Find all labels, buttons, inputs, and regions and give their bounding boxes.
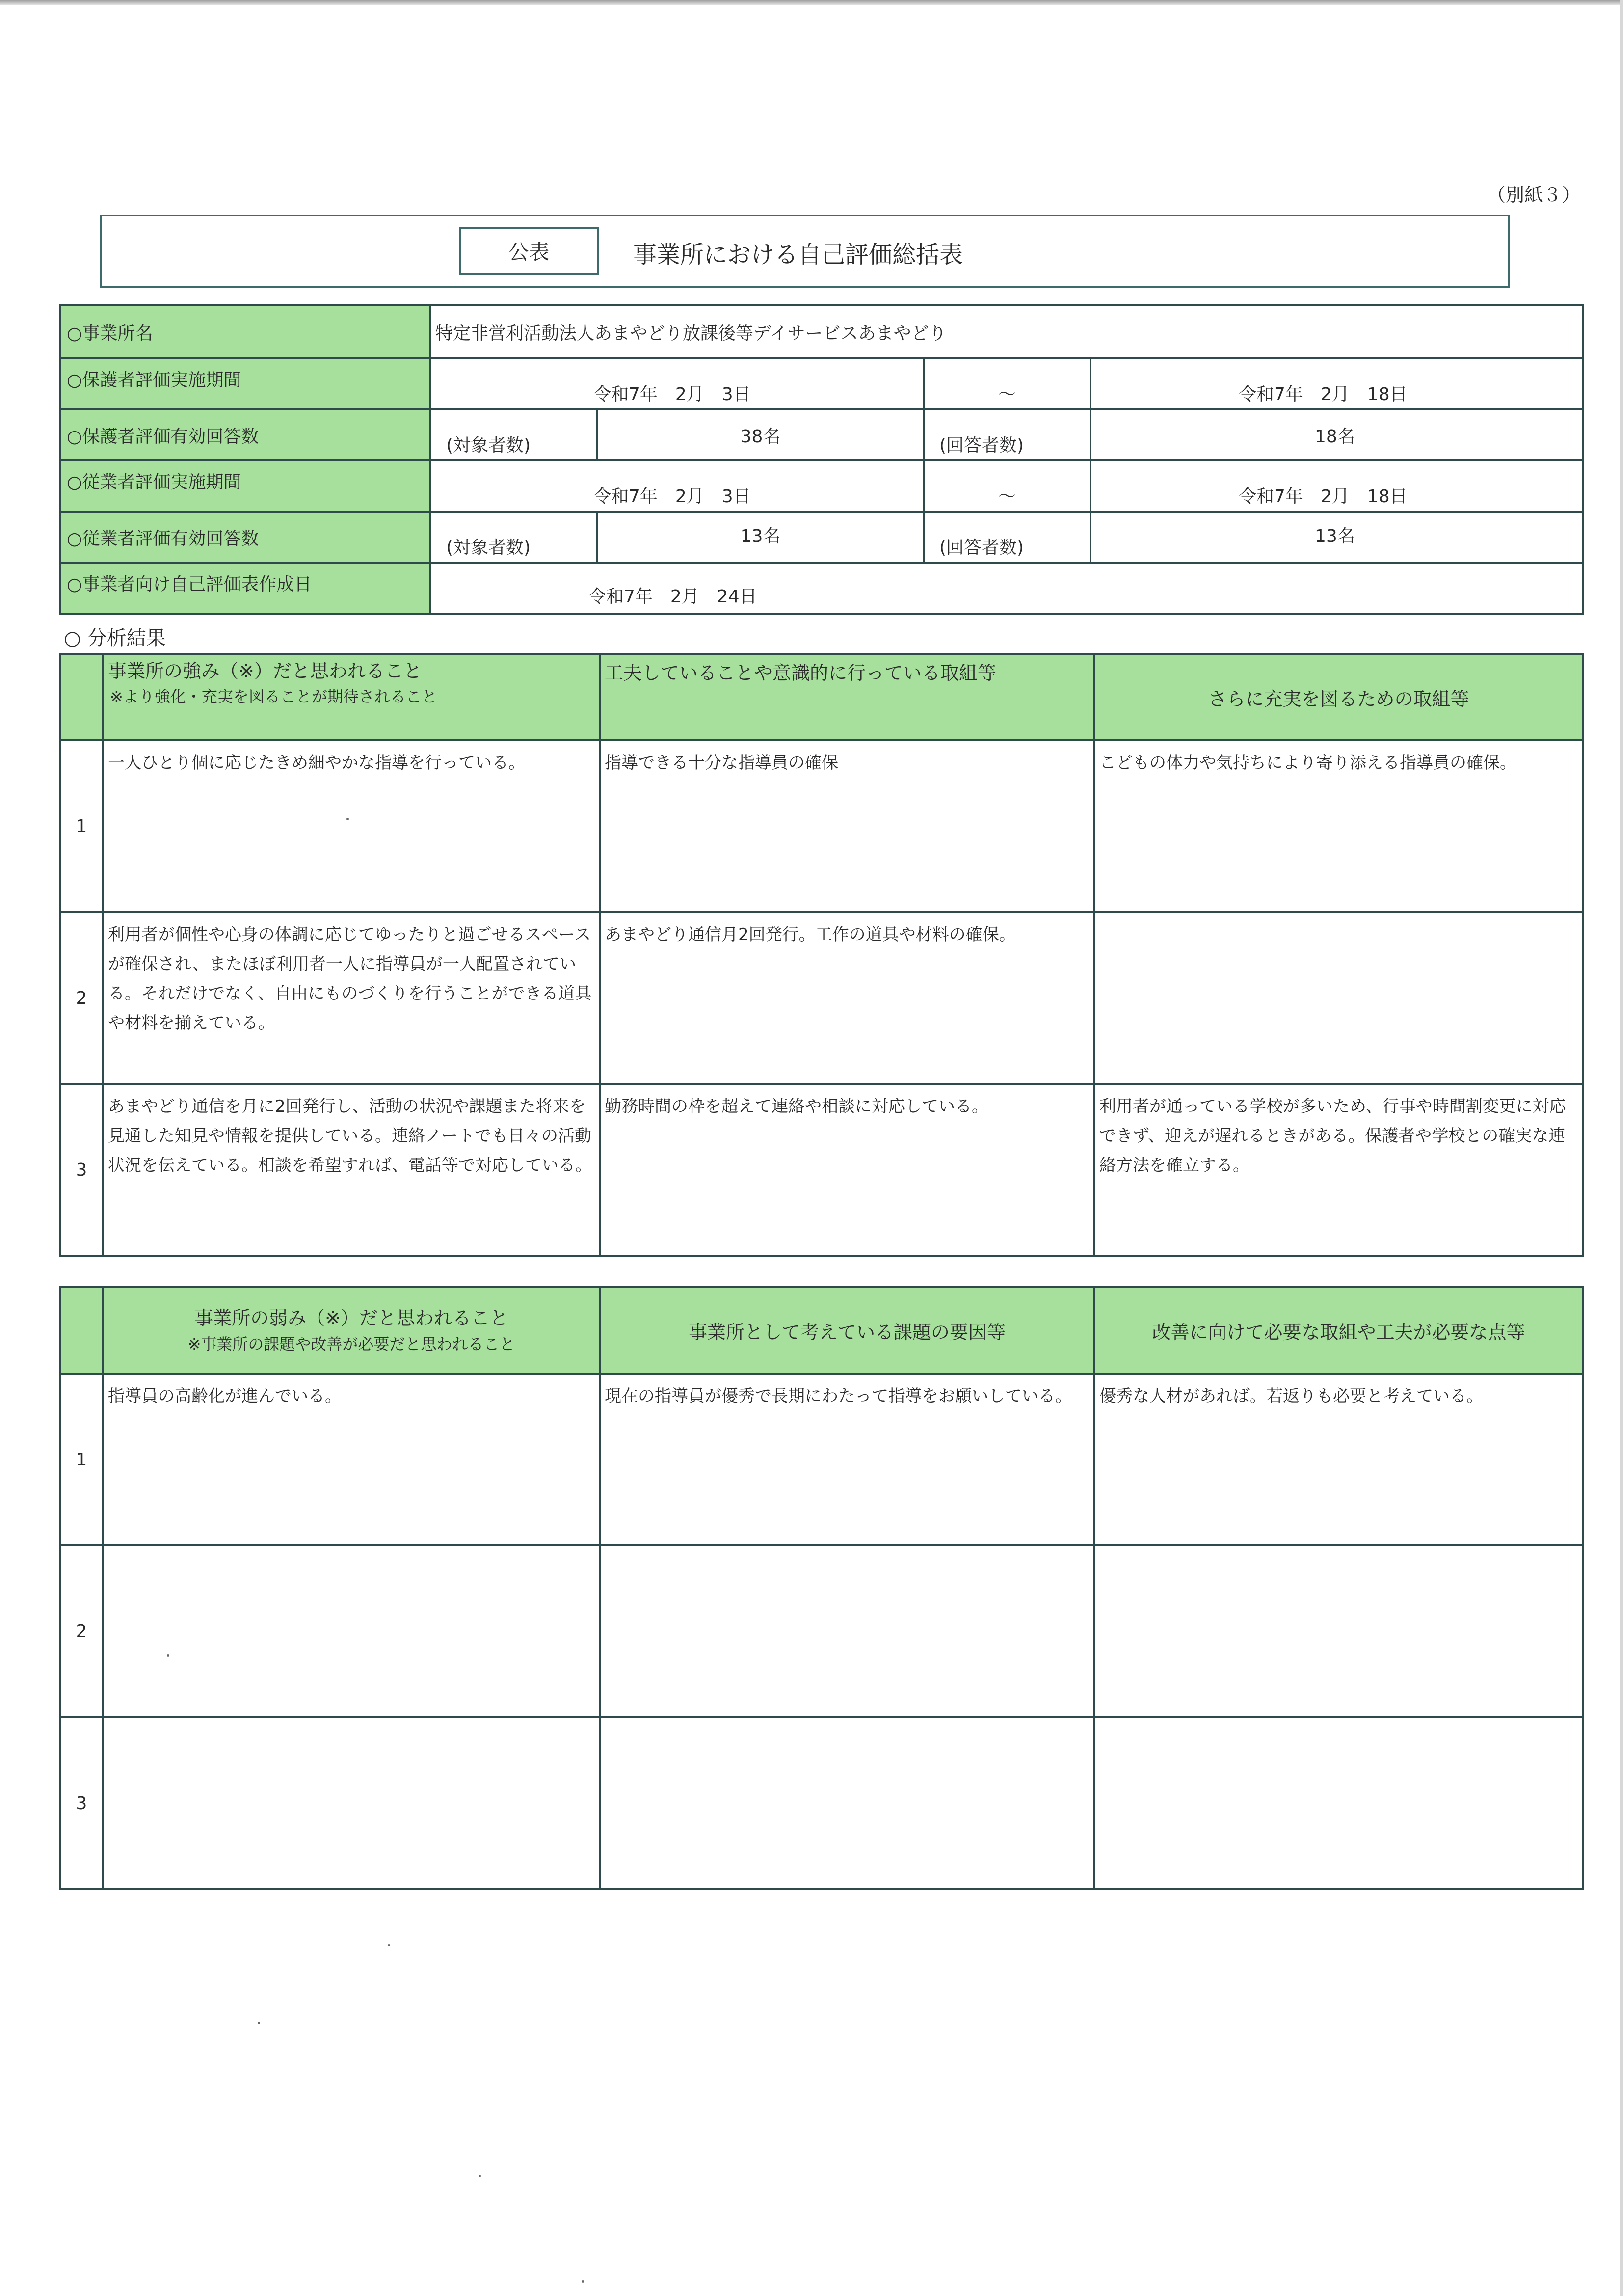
weaknesses-col1-header [103,1287,600,1374]
strengths-col1-header [103,654,600,740]
staff-period-tilde: ～ [924,460,1091,512]
scan-speck [582,2280,584,2283]
guardian-period-end: 令和7年 2月 18日 [1091,358,1583,409]
scan-edge-right [1620,0,1623,2296]
created-date-label: ○事業者向け自己評価表作成日 [60,563,430,614]
weaknesses-col2-header: 事業所として考えている課題の要因等 [600,1287,1094,1374]
guardian-responses-label: ○保護者評価有効回答数 [60,409,430,460]
row-number: 3 [60,1717,103,1889]
table-row [60,1084,1583,1256]
approach-cell: 勤務時間の枠を超えて連絡や相談に対応している。 [600,1084,1094,1256]
approach-cell: 指導できる十分な指導員の確保 [600,740,1094,912]
weakness-cell [103,1717,600,1889]
row-number: 2 [60,1545,103,1717]
cause-cell [600,1545,1094,1717]
table-row [60,1545,1583,1717]
improvement-cell: 優秀な人材があれば。若返りも必要と考えている。 [1094,1374,1583,1545]
document-title: 事業所における自己評価総括表 [633,241,963,269]
staff-target-value: 13名 [597,512,924,563]
staff-responses-label: ○従業者評価有効回答数 [60,512,430,563]
enhancement-cell: 利用者が通っている学校が多いため、行事や時間割変更に対応できず、迎えが遅れるときがある。保護者や学校との確実な連絡方法を確立する。 [1094,1084,1583,1256]
row-number: 1 [60,740,103,912]
cause-cell [600,1717,1094,1889]
weaknesses-col3-header: 改善に向けて必要な取組や工夫が必要な点等 [1094,1287,1583,1374]
staff-respondents-value: 13名 [1091,512,1583,563]
guardian-target-value: 38名 [597,409,924,460]
staff-period-label: ○従業者評価実施期間 [60,460,430,512]
table-row [60,740,1583,912]
scan-speck [479,2175,481,2177]
guardian-period-tilde: ～ [924,358,1091,409]
enhancement-cell: こどもの体力や気持ちにより寄り添える指導員の確保。 [1094,740,1583,912]
weaknesses-col1-title: 事業所の弱み（※）だと思われること [194,1307,508,1329]
scan-speck [346,818,349,820]
strengths-col2-header: 工夫していることや意識的に行っている取組等 [600,654,1094,740]
weaknesses-table [59,1286,1584,1890]
strength-cell: 一人ひとり個に応じたきめ細やかな指導を行っている。 [103,740,600,912]
attachment-label: （別紙３） [1487,184,1581,206]
improvement-cell [1094,1545,1583,1717]
cause-cell: 現在の指導員が優秀で長期にわたって指導をお願いしている。 [600,1374,1094,1545]
analysis-label: ○ 分析結果 [64,627,166,649]
scan-edge-top [0,0,1623,5]
staff-period-end: 令和7年 2月 18日 [1091,460,1583,512]
strengths-table [59,653,1584,1257]
strengths-num-header [60,654,103,740]
enhancement-cell [1094,912,1583,1084]
created-date-value: 令和7年 2月 24日 [430,563,1583,614]
row-number: 1 [60,1374,103,1545]
staff-target-label: (対象者数) [430,512,597,563]
office-name-label: ○事業所名 [60,305,430,358]
office-name-value: 特定非営利活動法人あまやどり放課後等デイサービスあまやどり [430,305,1583,358]
guardian-target-label: (対象者数) [430,409,597,460]
weakness-cell: 指導員の高齢化が進んでいる。 [103,1374,600,1545]
table-row [60,1374,1583,1545]
row-number: 3 [60,1084,103,1256]
approach-cell: あまやどり通信月2回発行。工作の道具や材料の確保。 [600,912,1094,1084]
weaknesses-col1-note: ※事業所の課題や改善が必要だと思われること [187,1335,515,1353]
guardian-period-start: 令和7年 2月 3日 [430,358,924,409]
table-row [60,1717,1583,1889]
strengths-col1-title: 事業所の強み（※）だと思われること [108,660,422,682]
guardian-respondents-value: 18名 [1091,409,1583,460]
weakness-cell [103,1545,600,1717]
scan-speck [388,1944,390,1946]
staff-period-start: 令和7年 2月 3日 [430,460,924,512]
row-number: 2 [60,912,103,1084]
staff-respondent-label: (回答者数) [924,512,1091,563]
strength-cell: 利用者が個性や心身の体調に応じてゆったりと過ごせるスペースが確保され、またほぼ利用者一人に指導員が一人配置されている。それだけでなく、自由にものづくりを行うことができる道具や材料を揃えている。 [103,912,600,1084]
table-row [60,912,1583,1084]
info-main-table [59,304,1584,615]
guardian-period-label: ○保護者評価実施期間 [60,358,430,409]
public-label: 公表 [459,227,599,275]
weaknesses-num-header [60,1287,103,1374]
strengths-col1-note: ※より強化・充実を図ることが期待されること [110,687,437,706]
guardian-respondent-label: (回答者数) [924,409,1091,460]
scan-speck [258,2022,260,2024]
scan-speck [167,1654,169,1657]
strength-cell: あまやどり通信を月に2回発行し、活動の状況や課題また将来を見通した知見や情報を提供している。連絡ノートでも日々の活動状況を伝えている。相談を希望すれば、電話等で対応している。 [103,1084,600,1256]
strengths-col3-header: さらに充実を図るための取組等 [1094,654,1583,740]
improvement-cell [1094,1717,1583,1889]
